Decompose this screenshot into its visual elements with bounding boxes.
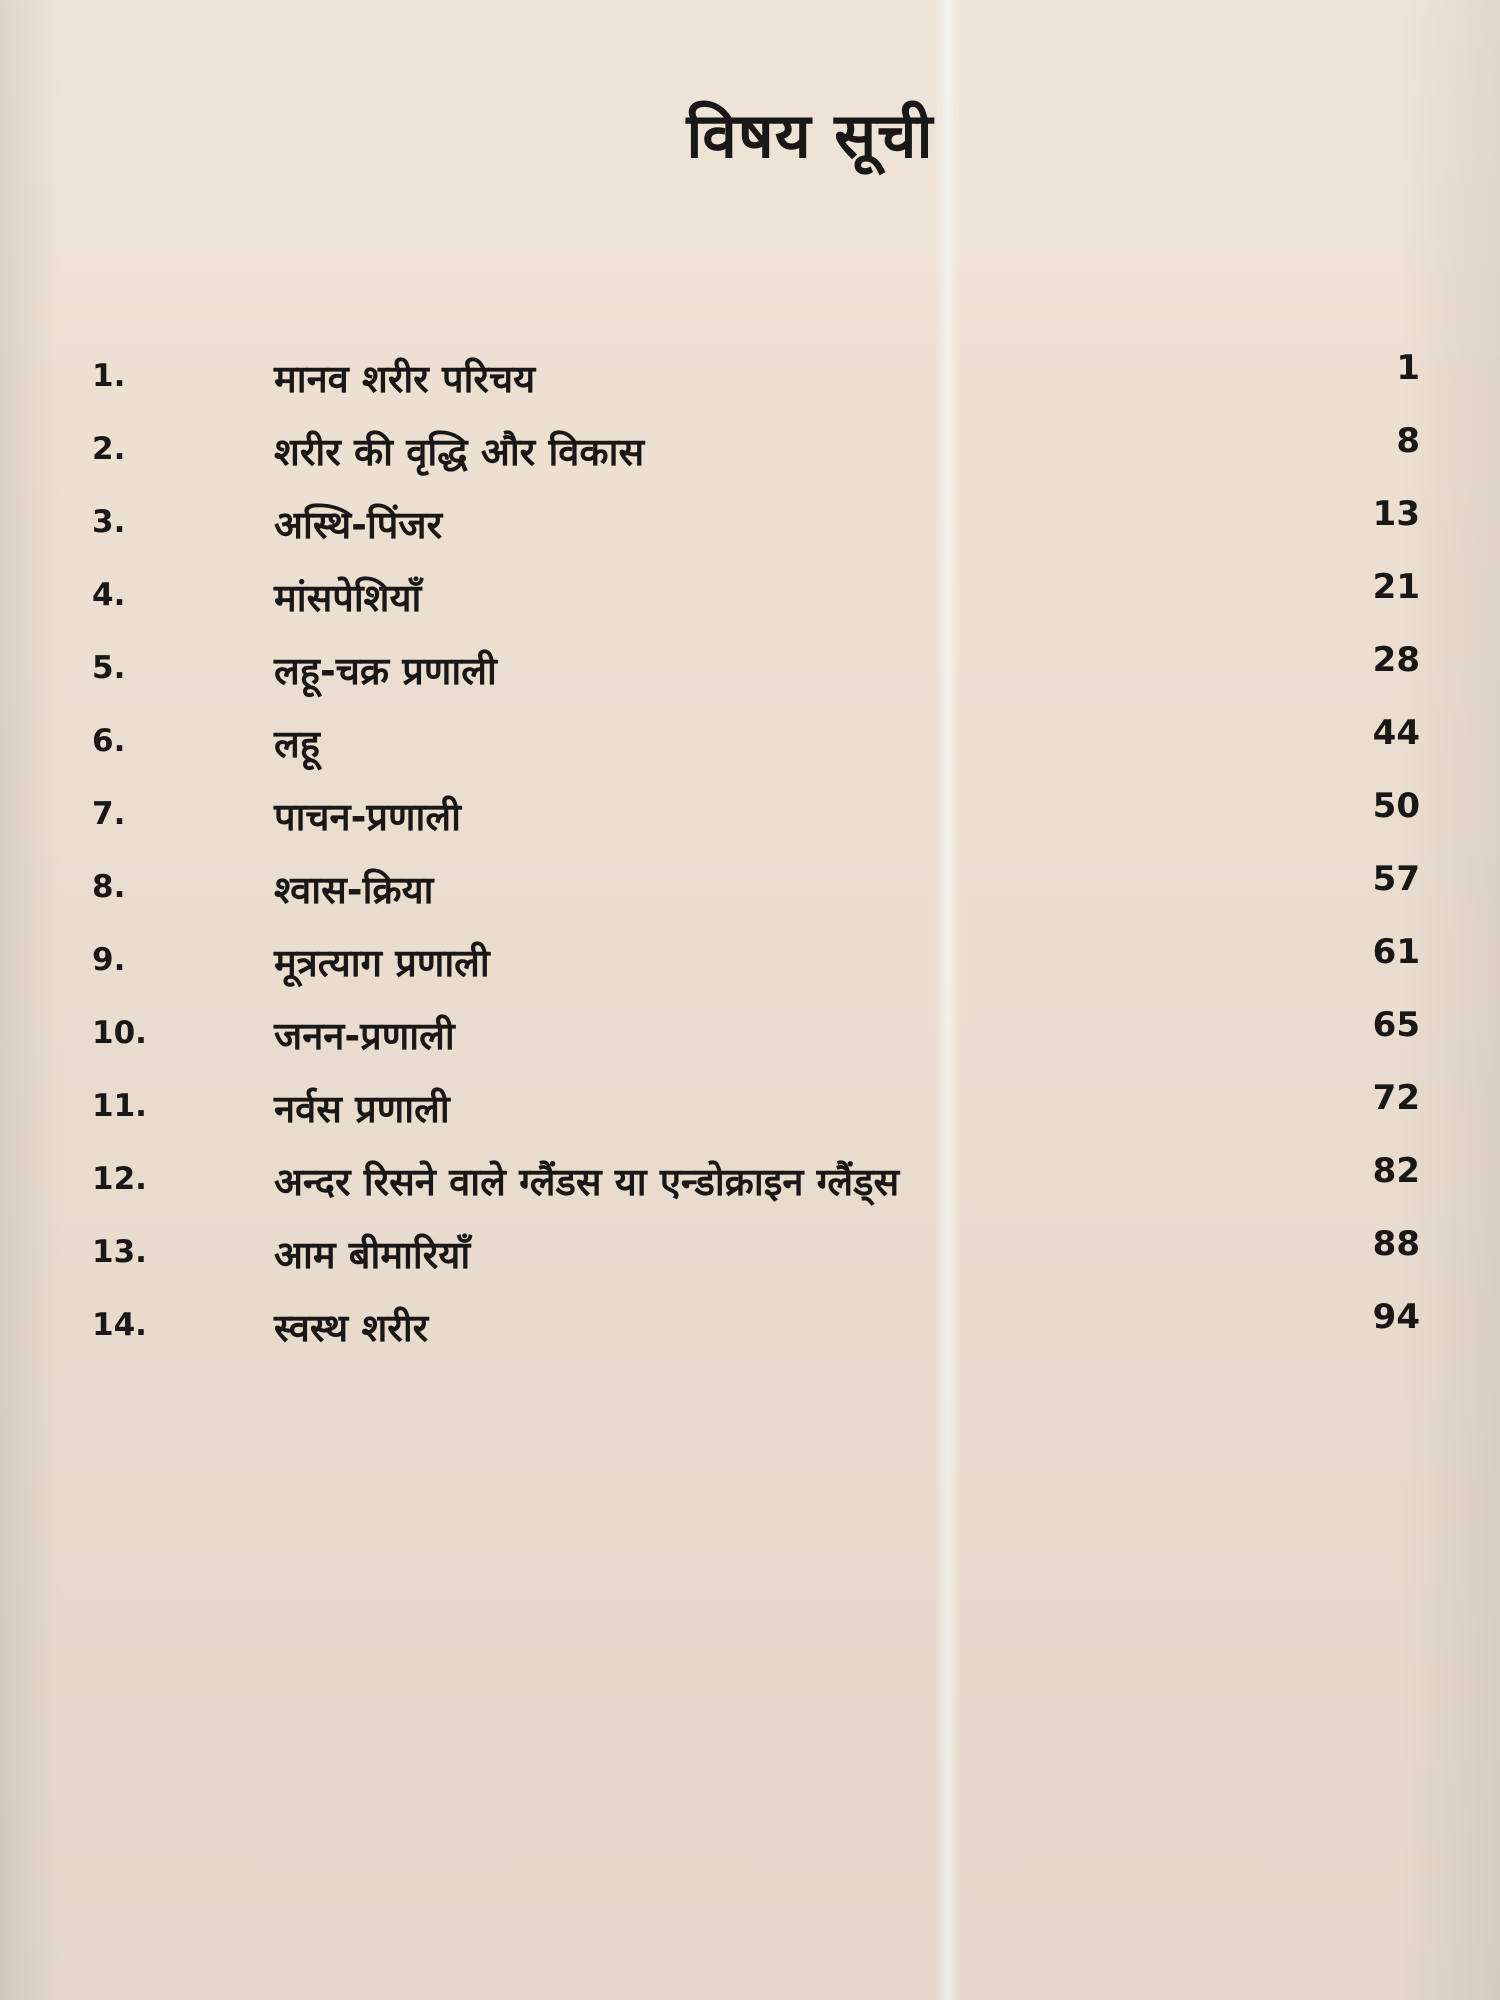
entry-page-number: 57 bbox=[1372, 859, 1420, 899]
entry-number: 14. bbox=[92, 1307, 147, 1343]
toc-entry bbox=[0, 1143, 1500, 1216]
entry-page-number: 44 bbox=[1372, 713, 1420, 753]
entry-page-number: 13 bbox=[1372, 494, 1420, 534]
toc-entry bbox=[0, 778, 1500, 851]
toc-entry bbox=[0, 413, 1500, 486]
entry-page-number: 65 bbox=[1372, 1005, 1420, 1045]
entry-number: 12. bbox=[92, 1161, 147, 1197]
entry-title: मूत्रत्याग प्रणाली bbox=[274, 941, 490, 985]
entry-number: 11. bbox=[92, 1088, 147, 1124]
entry-number: 2. bbox=[92, 431, 126, 467]
entry-page-number: 72 bbox=[1372, 1078, 1420, 1118]
entry-title: जनन-प्रणाली bbox=[274, 1014, 455, 1058]
entry-title: श्वास-क्रिया bbox=[274, 868, 434, 912]
entry-page-number: 61 bbox=[1372, 932, 1420, 972]
entry-number: 13. bbox=[92, 1234, 147, 1270]
entry-page-number: 28 bbox=[1372, 640, 1420, 680]
entry-page-number: 21 bbox=[1372, 567, 1420, 607]
toc-entry bbox=[0, 486, 1500, 559]
toc-entry bbox=[0, 705, 1500, 778]
entry-title: लहू bbox=[274, 722, 320, 766]
entry-page-number: 94 bbox=[1372, 1297, 1420, 1337]
entry-number: 8. bbox=[92, 869, 126, 905]
table-of-contents bbox=[0, 340, 1500, 1362]
toc-entry bbox=[0, 340, 1500, 413]
entry-title: स्वस्थ शरीर bbox=[274, 1306, 429, 1350]
entry-title: नर्वस प्रणाली bbox=[274, 1087, 450, 1131]
toc-entry bbox=[0, 559, 1500, 632]
entry-number: 9. bbox=[92, 942, 126, 978]
toc-entry bbox=[0, 1289, 1500, 1362]
entry-number: 5. bbox=[92, 650, 126, 686]
toc-entry bbox=[0, 924, 1500, 997]
entry-page-number: 82 bbox=[1372, 1151, 1420, 1191]
entry-number: 4. bbox=[92, 577, 126, 613]
entry-page-number: 50 bbox=[1372, 786, 1420, 826]
entry-title: शरीर की वृद्धि और विकास bbox=[274, 430, 645, 474]
entry-number: 6. bbox=[92, 723, 126, 759]
toc-entry bbox=[0, 632, 1500, 705]
entry-page-number: 1 bbox=[1396, 348, 1420, 388]
toc-entry bbox=[0, 1216, 1500, 1289]
entry-title: अन्दर रिसने वाले ग्लैंडस या एन्डोक्राइन ग्लैंड्स bbox=[274, 1160, 900, 1204]
entry-title: पाचन-प्रणाली bbox=[274, 795, 461, 839]
entry-number: 7. bbox=[92, 796, 126, 832]
entry-number: 10. bbox=[92, 1015, 147, 1051]
entry-title: मांसपेशियाँ bbox=[274, 576, 422, 620]
entry-title: लहू-चक्र प्रणाली bbox=[274, 649, 497, 693]
entry-title: अस्थि-पिंजर bbox=[274, 503, 443, 547]
toc-entry bbox=[0, 851, 1500, 924]
entry-title: मानव शरीर परिचय bbox=[274, 357, 536, 401]
entry-title: आम बीमारियाँ bbox=[274, 1233, 471, 1277]
page-title: विषय सूची bbox=[686, 99, 934, 172]
entry-page-number: 88 bbox=[1372, 1224, 1420, 1264]
entry-number: 3. bbox=[92, 504, 126, 540]
toc-entry bbox=[0, 997, 1500, 1070]
toc-entry bbox=[0, 1070, 1500, 1143]
entry-page-number: 8 bbox=[1396, 421, 1420, 461]
entry-number: 1. bbox=[92, 358, 126, 394]
